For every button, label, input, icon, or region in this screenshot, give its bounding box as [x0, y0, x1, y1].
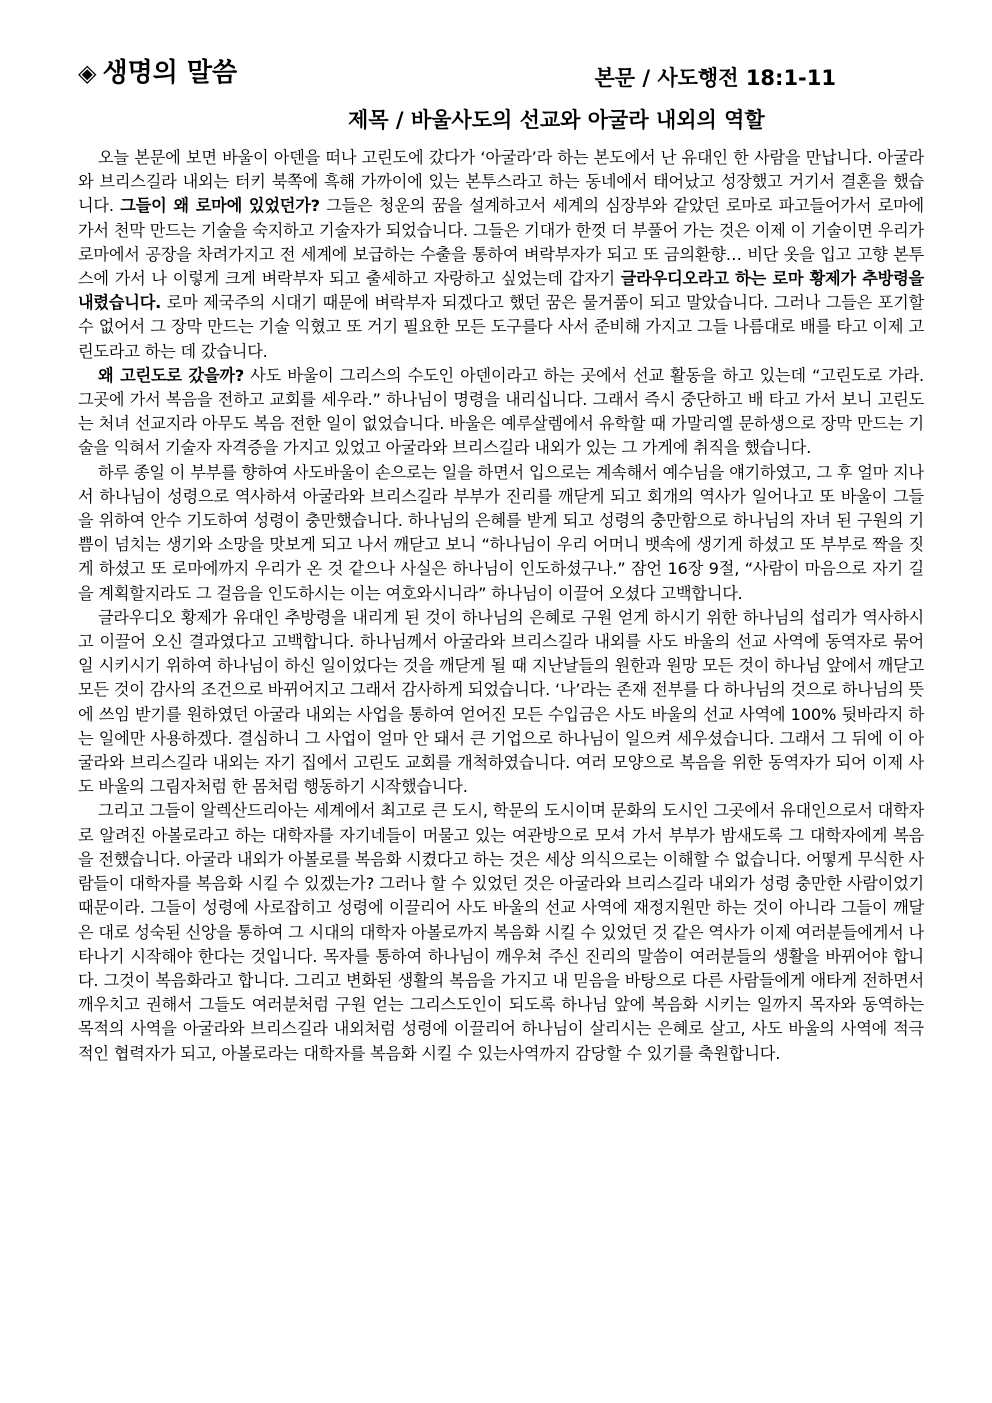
- paragraph-text: 그들은 청운의 꿈을 설계하고서 세계의 심장부와 같았던 로마로 파고들어가서 로마에 가서 천막 만드는 기술을 숙지하고 기술자가 되었습니다. 그들은 기대가 한껏 더 부풀어 가는 것은 이제 이 기술이면 우리가 로마에서 공장을 차려가지고 전 세계에 보급하는 수출을 통하여 벼락부자가 되고 또 금의환향… 비단 옷을 입고 고향 본투스에 가서 나 이렇게 크게 벼락부자 되고 출세하고 자랑하고 싶었는데 갑자기: [78, 196, 924, 289]
- paragraph-5: [78, 799, 924, 1065]
- bold-question: 그들이 왜 로마에 있었던가?: [120, 196, 320, 216]
- sermon-body: [78, 146, 924, 1066]
- paragraph-text: 글라우디오 황제가 유대인 추방령을 내리게 된 것이 하나님의 은혜로 구원 얻게 하시기 위한 하나님의 섭리가 역사하시고 이끌어 오신 결과였다고 고백합니다. 하나님께서 아굴라와 브리스길라 내외를 사도 바울의 선교 사역에 동역자로 묶어 일 시키시기 위하여 하나님이 하신 일이었다는 것을 깨닫게 될 때 지난날들의 원한과 원망 모든 것이 하나님 앞에서 깨닫고 모든 것이 감사의 조건으로 바뀌어지고 그래서 감사하게 되었습니다. ‘나’라는 존재 전부를 다 하나님의 것으로 하나님의 뜻에 쓰임 받기를 원하였던 아굴라 내외는 사업을 통하여 얻어진 모든 수입금은 사도 바울의 선교 사역에 100% 뒷바라지 하는 일에만 사용하겠다. 결심하니 그 사업이 얼마 안 돼서 큰 기업으로 하나님이 일으켜 세우셨습니다. 그래서 그 뒤에 이 아굴라와 브리스길라 내외는 자기 집에서 고린도 교회를 개척하였습니다. 여러 모양으로 복음을 위한 동역자가 되어 이제 사도 바울의 그림자처럼 한 몸처럼 행동하기 시작했습니다.: [78, 607, 924, 797]
- scripture-reference: 본문 / 사도행전 18:1-11: [594, 66, 836, 90]
- paragraph-4: [78, 606, 924, 800]
- paragraph-text: 하루 종일 이 부부를 향하여 사도바울이 손으로는 일을 하면서 입으로는 계속해서 예수님을 얘기하였고, 그 후 얼마 지나서 하나님이 성령으로 역사하셔 아굴라와 브리스길라 부부가 진리를 깨닫게 되고 회개의 역사가 일어나고 또 바울이 그들을 위하여 안수 기도하여 성령이 충만했습니다. 하나님의 은혜를 받게 되고 성령의 충만함으로 하나님의 자녀 된 구원의 기쁨이 넘치는 생기와 소망을 맛보게 되고 나서 깨닫고 보니 “하나님이 우리 어머니 뱃속에 생기게 하셨고 또 부부로 짝을 짓게 하셨고 또 로마에까지 우리가 온 것 같으나 사실은 하나님이 인도하셨구나.” 잠언 16장 9절, “사람이 마음으로 자기 길을 계획할지라도 그 걸음을 인도하시는 이는 여호와시니라” 하나님이 이끌어 오셨다 고백합니다.: [78, 462, 924, 603]
- paragraph-text: 사도 바울이 그리스의 수도인 아덴이라고 하는 곳에서 선교 활동을 하고 있는데 “고린도로 가라. 그곳에 가서 복음을 전하고 교회를 세우라.” 하나님이 명령을 내리십니다. 그래서 즉시 중단하고 배 타고 가서 보니 고린도는 처녀 선교지라 아무도 복음 전한 일이 없었습니다. 바울은 예루살렘에서 유학할 때 가말리엘 문하생으로 장막 만드는 기술을 익혀서 기술자 자격증을 가지고 있었고 아굴라와 브리스길라 내외가 있는 그 가게에 취직을 했습니다.: [78, 365, 924, 458]
- paragraph-text: 그리고 그들이 알렉산드리아는 세계에서 최고로 큰 도시, 학문의 도시이며 문화의 도시인 그곳에서 유대인으로서 대학자로 알려진 아볼로라고 하는 대학자를 자기네들이 머물고 있는 여관방으로 모셔 가서 부부가 밤새도록 그 대학자에게 복음을 전했습니다. 아굴라 내외가 아볼로를 복음화 시켰다고 하는 것은 세상 의식으로는 이해할 수 없습니다. 어떻게 무식한 사람들이 대학자를 복음화 시킬 수 있겠는가? 그러나 할 수 있었던 것은 아굴라와 브리스길라 내외가 성령 충만한 사람이었기 때문이라. 그들이 성령에 사로잡히고 성령에 이끌리어 사도 바울의 선교 사역에 재정지원만 하는 것이 아니라 그들이 깨달은 대로 성숙된 신앙을 통하여 그 시대의 대학자 아볼로까지 복음화 시킬 수 있었던 것 같은 역사가 이제 여러분들에게서 나타나기 시작해야 한다는 것입니다. 목자를 통하여 하나님이 깨우쳐 주신 진리의 말씀이 여러분들의 생활을 바뀌어야 합니다. 그것이 복음화라고 합니다. 그리고 변화된 생활의 복음을 가지고 내 믿음을 바탕으로 다른 사람들에게 애타게 전하면서 깨우치고 권해서 그들도 여러분처럼 구원 얻는 그리스도인이 되도록 하나님 앞에 복음화 시키는 일까지 목자와 동역하는 목적의 사역을 아굴라와 브리스길라 내외처럼 성령에 이끌리어 하나님이 살리시는 은혜로 살고, 사도 바울의 사역에 적극적인 협력자가 되고, 아볼로라는 대학자를 복음화 시킬 수 있는사역까지 감당할 수 있기를 축원합니다.: [78, 801, 924, 1063]
- paragraph-3: [78, 461, 924, 606]
- paragraph-2: [78, 364, 924, 461]
- paragraph-text: 로마 제국주의 시대기 때문에 벼락부자 되겠다고 했던 꿈은 물거품이 되고 말았습니다. 그러나 그들은 포기할 수 없어서 그 장막 만드는 기술 익혔고 또 거기 필요한 모든 도구를다 사서 준비해 가지고 그들 나름대로 배를 타고 이제 고린도라고 하는 데 갔습니다.: [78, 293, 924, 361]
- section-title: [78, 52, 237, 89]
- diamond-icon: ◈: [78, 59, 97, 87]
- sermon-title: 제목 / 바울사도의 선교와 아굴라 내외의 역할: [348, 108, 765, 132]
- paragraph-text: 오늘 본문에 보면 바울이 아덴을 떠나 고린도에 갔다가 ‘아굴라’라 하는 본도에서 난 유대인 한 사람을 만납니다. 아굴라와 브리스길라 내외는 터키 북쪽에 흑해 가까이에 있는 본투스라고 하는 동네에서 태어났고 성장했고 거기서 결혼을 했습니다.: [78, 148, 924, 216]
- section-title-text: 생명의 말씀: [102, 58, 238, 88]
- bold-statement: 글라우디오라고 하는 로마 황제가 추방령을 내렸습니다.: [78, 269, 924, 313]
- bold-question: 왜 고린도로 갔을까?: [98, 365, 245, 385]
- header: [78, 52, 924, 96]
- sermon-page: [78, 52, 924, 1066]
- paragraph-1: [78, 146, 924, 364]
